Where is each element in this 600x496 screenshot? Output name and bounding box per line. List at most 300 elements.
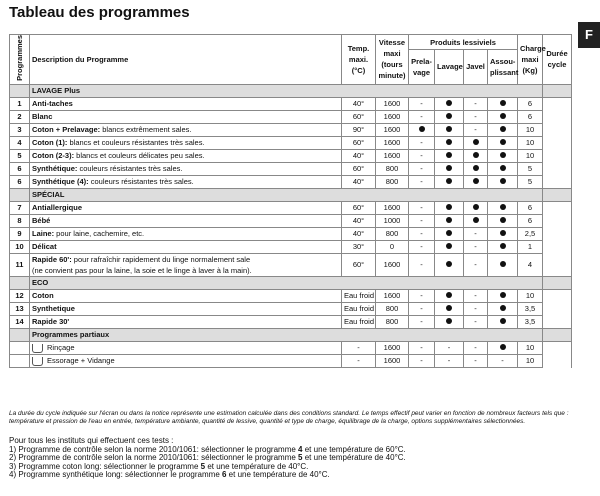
programme-name: Coton + Prelavage: xyxy=(32,125,101,135)
speed-value: 1600 xyxy=(376,201,409,214)
programme-description xyxy=(30,162,342,175)
programme-number: 3 xyxy=(10,123,30,136)
language-tab: F xyxy=(578,22,600,48)
assouplissant-cell xyxy=(488,201,518,214)
lavage-cell xyxy=(435,110,464,123)
lavage-cell xyxy=(435,97,464,110)
speed-value: 1000 xyxy=(376,214,409,227)
temp-value: Eau froid xyxy=(342,315,376,328)
dot-icon xyxy=(446,230,452,236)
assouplissant-cell xyxy=(488,341,518,354)
prelavage-cell-value: - xyxy=(420,138,423,148)
programme-detail: blancs et couleurs délicates peu sales. xyxy=(74,151,205,161)
assouplissant-cell xyxy=(488,162,518,175)
temp-value: 60° xyxy=(342,136,376,149)
prelavage-cell xyxy=(409,253,435,276)
table-row xyxy=(10,149,572,162)
programme-name: Blanc xyxy=(32,112,53,122)
javel-cell xyxy=(464,227,488,240)
speed-value: 0 xyxy=(376,240,409,253)
javel-cell xyxy=(464,240,488,253)
programme-number: 8 xyxy=(10,214,30,227)
assouplissant-cell xyxy=(488,149,518,162)
prelavage-cell xyxy=(409,149,435,162)
charge-value: 6 xyxy=(518,97,543,110)
programme-ref: 5 xyxy=(200,461,206,471)
javel-cell-value: - xyxy=(474,125,477,135)
section-spacer xyxy=(543,84,572,97)
temp-value: 30° xyxy=(342,240,376,253)
javel-cell-value: - xyxy=(474,317,477,327)
programme-name: Délicat xyxy=(32,242,57,252)
test-text: 3) Programme coton long: sélectionner le programme xyxy=(9,461,201,471)
programme-name: Coton (2-3): xyxy=(32,151,75,161)
lavage-cell xyxy=(435,136,464,149)
speed-value: 800 xyxy=(376,302,409,315)
section-name: ECO xyxy=(30,276,543,289)
header-description: Description du Programme xyxy=(30,35,342,85)
javel-cell xyxy=(464,354,488,367)
prelavage-cell xyxy=(409,240,435,253)
speed-value: 1600 xyxy=(376,289,409,302)
table-row xyxy=(10,253,572,276)
prelavage-cell-value: - xyxy=(420,151,423,161)
javel-cell-value: - xyxy=(474,99,477,109)
javel-cell xyxy=(464,149,488,162)
cycle-duration-footnote: La durée du cycle indiquée sur l'écran ou dans la notice représente une estimation calculée dans des conditions standard. Le temps effectif peut varier en fonction de nombreux facteurs tels que : température et pression de l'eau en entrée, température ambiante, quantité de lessive, quantité et type de charge, équilibrage de la charge, options supplémentaires sélectionnées. xyxy=(9,410,569,425)
javel-cell xyxy=(464,253,488,276)
charge-value: 10 xyxy=(518,289,543,302)
charge-value: 1 xyxy=(518,240,543,253)
assouplissant-cell xyxy=(488,302,518,315)
table-row xyxy=(10,302,572,315)
programme-name: Rapide 30' xyxy=(32,317,70,327)
header-assouplissant: Assou- plissant xyxy=(488,50,518,85)
header-lavage: Lavage xyxy=(435,50,464,85)
programme-number: 13 xyxy=(10,302,30,315)
programme-name: Synthetique xyxy=(32,304,75,314)
table-row xyxy=(10,240,572,253)
programme-detail: couleurs résistantes très sales. xyxy=(88,177,194,187)
section-spacer xyxy=(10,328,30,341)
dot-icon xyxy=(446,261,452,267)
test-lines xyxy=(9,446,589,480)
test-instructions xyxy=(9,437,589,480)
table-row xyxy=(10,354,572,367)
prelavage-cell-value: - xyxy=(420,216,423,226)
dot-icon xyxy=(500,165,506,171)
programme-number: 4 xyxy=(10,136,30,149)
assouplissant-cell xyxy=(488,214,518,227)
dot-icon xyxy=(500,204,506,210)
section-name: LAVAGE Plus xyxy=(30,84,543,97)
speed-value: 1600 xyxy=(376,341,409,354)
dot-icon xyxy=(446,318,452,324)
dot-icon xyxy=(446,217,452,223)
table-row xyxy=(10,110,572,123)
dot-icon xyxy=(446,139,452,145)
prelavage-cell xyxy=(409,214,435,227)
programme-number: 5 xyxy=(10,149,30,162)
speed-value: 800 xyxy=(376,162,409,175)
temp-value: 40° xyxy=(342,149,376,162)
prelavage-cell-value: - xyxy=(420,242,423,252)
dot-icon xyxy=(500,100,506,106)
programme-number: 14 xyxy=(10,315,30,328)
dot-icon xyxy=(500,217,506,223)
header-vitesse: Vitesse maxi (tours minute) xyxy=(376,35,409,85)
test-text: et une température de 40°C. xyxy=(205,461,309,471)
temp-value: 60° xyxy=(342,253,376,276)
prelavage-cell-value: - xyxy=(420,291,423,301)
prelavage-cell xyxy=(409,341,435,354)
dot-icon xyxy=(500,318,506,324)
charge-value: 6 xyxy=(518,214,543,227)
dot-icon xyxy=(500,113,506,119)
programme-description xyxy=(30,302,342,315)
programme-description xyxy=(30,240,342,253)
dot-icon xyxy=(473,152,479,158)
javel-cell-value: - xyxy=(474,229,477,239)
assouplissant-cell xyxy=(488,97,518,110)
header-temp: Temp. maxi. (°C) xyxy=(342,35,376,85)
javel-cell xyxy=(464,175,488,188)
programme-name: Bébé xyxy=(32,216,51,226)
header-programmes: Programmes xyxy=(10,35,30,85)
speed-value: 1600 xyxy=(376,123,409,136)
test-text: 4) Programme synthétique long: sélectionner le programme xyxy=(9,470,222,480)
assouplissant-cell xyxy=(488,136,518,149)
assouplissant-cell xyxy=(488,110,518,123)
programme-number xyxy=(10,341,30,354)
section-name: SPÉCIAL xyxy=(30,188,543,201)
speed-value: 800 xyxy=(376,227,409,240)
programme-name: Antiallergique xyxy=(32,203,83,213)
dot-icon xyxy=(446,305,452,311)
javel-cell xyxy=(464,136,488,149)
dot-icon xyxy=(446,204,452,210)
temp-value: 40° xyxy=(342,97,376,110)
speed-value: 1600 xyxy=(376,110,409,123)
programme-description xyxy=(30,123,342,136)
lavage-cell xyxy=(435,302,464,315)
section-spacer xyxy=(543,328,572,341)
javel-cell-value: - xyxy=(474,304,477,314)
temp-value: 40° xyxy=(342,175,376,188)
section-name: Programmes partiaux xyxy=(30,328,543,341)
programme-detail: blancs extrêmement sales. xyxy=(100,125,192,135)
programme-number: 7 xyxy=(10,201,30,214)
test-line xyxy=(9,471,589,480)
dot-icon xyxy=(500,305,506,311)
section-spacer xyxy=(543,276,572,289)
programme-description xyxy=(30,136,342,149)
programme-description xyxy=(30,201,342,214)
dot-icon xyxy=(500,152,506,158)
dot-icon xyxy=(446,152,452,158)
prelavage-cell xyxy=(409,354,435,367)
lavage-cell xyxy=(435,123,464,136)
table-row xyxy=(10,214,572,227)
test-text: et une température de 60°C. xyxy=(302,444,406,454)
temp-value: - xyxy=(342,354,376,367)
charge-value: 10 xyxy=(518,354,543,367)
programme-description xyxy=(30,214,342,227)
table-row xyxy=(10,201,572,214)
javel-cell xyxy=(464,201,488,214)
programme-number: 6 xyxy=(10,175,30,188)
test-intro: Pour tous les instituts qui effectuent ces tests : xyxy=(9,436,174,445)
prelavage-cell xyxy=(409,227,435,240)
speed-value: 1600 xyxy=(376,136,409,149)
programme-detail: pour rafraîchir rapidement du linge normalement sale xyxy=(71,254,251,264)
programme-table xyxy=(9,34,572,368)
prelavage-cell-value: - xyxy=(420,112,423,122)
section-row xyxy=(10,328,572,341)
header-javel: Javel xyxy=(464,50,488,85)
dot-icon xyxy=(419,126,425,132)
lavage-cell xyxy=(435,354,464,367)
programme-description xyxy=(30,289,342,302)
programme-detail: couleurs résistantes très sales. xyxy=(77,164,183,174)
prelavage-cell-value: - xyxy=(420,356,423,366)
prelavage-cell xyxy=(409,136,435,149)
lavage-cell-value: - xyxy=(447,356,451,366)
table-row xyxy=(10,123,572,136)
speed-value: 1600 xyxy=(376,253,409,276)
javel-cell xyxy=(464,162,488,175)
javel-cell xyxy=(464,123,488,136)
prelavage-cell xyxy=(409,123,435,136)
programme-description xyxy=(30,253,342,276)
javel-cell-value: - xyxy=(474,112,477,122)
assouplissant-cell xyxy=(488,240,518,253)
assouplissant-cell xyxy=(488,354,518,367)
programme-description xyxy=(30,97,342,110)
lavage-cell xyxy=(435,289,464,302)
speed-value: 1600 xyxy=(376,149,409,162)
dot-icon xyxy=(500,292,506,298)
dot-icon xyxy=(446,165,452,171)
javel-cell xyxy=(464,97,488,110)
programme-description xyxy=(30,175,342,188)
charge-value: 3,5 xyxy=(518,302,543,315)
programme-detail: Rinçage xyxy=(47,343,75,353)
lavage-cell xyxy=(435,175,464,188)
programme-description xyxy=(30,149,342,162)
prelavage-cell xyxy=(409,162,435,175)
programme-description xyxy=(30,110,342,123)
programme-number: 2 xyxy=(10,110,30,123)
lavage-cell xyxy=(435,214,464,227)
programme-ref: 6 xyxy=(222,470,227,480)
dot-icon xyxy=(500,178,506,184)
charge-value: 3,5 xyxy=(518,315,543,328)
programme-description xyxy=(30,341,342,354)
temp-value: 60° xyxy=(342,201,376,214)
charge-value: 2,5 xyxy=(518,227,543,240)
dot-icon xyxy=(500,126,506,132)
charge-value: 6 xyxy=(518,201,543,214)
prelavage-cell xyxy=(409,302,435,315)
lavage-cell xyxy=(435,201,464,214)
javel-cell xyxy=(464,341,488,354)
prelavage-cell-value: - xyxy=(420,260,423,270)
lavage-cell xyxy=(435,253,464,276)
dot-icon xyxy=(446,126,452,132)
dot-icon xyxy=(473,165,479,171)
programme-number: 1 xyxy=(10,97,30,110)
prelavage-cell xyxy=(409,201,435,214)
section-row xyxy=(10,188,572,201)
lavage-cell xyxy=(435,149,464,162)
programme-name: Anti-taches xyxy=(32,99,73,109)
programme-detail-2: (ne convient pas pour la laine, la soie et le linge à laver à la main). xyxy=(32,265,252,275)
javel-cell-value: - xyxy=(474,242,477,252)
assouplissant-cell xyxy=(488,289,518,302)
spin-drain-icon xyxy=(32,357,43,366)
programme-name: Laine: xyxy=(32,229,55,239)
programme-ref: 4 xyxy=(298,444,303,454)
dot-icon xyxy=(500,230,506,236)
javel-cell-value: - xyxy=(474,343,477,353)
temp-value: Eau froid xyxy=(342,289,376,302)
table-row xyxy=(10,175,572,188)
header-prelavage: Prela- vage xyxy=(409,50,435,85)
prelavage-cell-value: - xyxy=(420,304,423,314)
temp-value: 40° xyxy=(342,227,376,240)
javel-cell-value: - xyxy=(474,291,477,301)
section-spacer xyxy=(10,84,30,97)
programme-detail: blancs et couleurs résistantes très sales. xyxy=(67,138,205,148)
prelavage-cell-value: - xyxy=(420,99,423,109)
lavage-cell xyxy=(435,240,464,253)
dot-icon xyxy=(446,243,452,249)
javel-cell xyxy=(464,302,488,315)
dot-icon xyxy=(500,261,506,267)
rinse-icon xyxy=(32,344,43,353)
programme-name: Rapide 60': xyxy=(32,254,72,264)
prelavage-cell xyxy=(409,315,435,328)
prelavage-cell-value: - xyxy=(420,177,423,187)
speed-value: 1600 xyxy=(376,354,409,367)
assouplissant-cell xyxy=(488,227,518,240)
javel-cell xyxy=(464,110,488,123)
assouplissant-cell xyxy=(488,123,518,136)
temp-value: Eau froid xyxy=(342,302,376,315)
programme-number: 9 xyxy=(10,227,30,240)
charge-value: 10 xyxy=(518,341,543,354)
prelavage-cell-value: - xyxy=(420,343,423,353)
temp-value: - xyxy=(342,341,376,354)
javel-cell xyxy=(464,214,488,227)
programme-name: Coton (1): xyxy=(32,138,68,148)
programme-description xyxy=(30,227,342,240)
prelavage-cell-value: - xyxy=(420,164,423,174)
assouplissant-cell xyxy=(488,253,518,276)
programme-description xyxy=(30,354,342,367)
programme-description xyxy=(30,315,342,328)
charge-value: 5 xyxy=(518,162,543,175)
javel-cell xyxy=(464,315,488,328)
section-spacer xyxy=(543,188,572,201)
lavage-cell xyxy=(435,341,464,354)
section-spacer xyxy=(10,188,30,201)
programme-number: 10 xyxy=(10,240,30,253)
header-charge: Charge maxi (Kg) xyxy=(518,35,543,85)
dot-icon xyxy=(446,292,452,298)
table-row xyxy=(10,97,572,110)
programme-name: Synthétique: xyxy=(32,164,78,174)
test-text: 2) Programme de contrôle selon la norme 2010/1061: sélectionner le programme xyxy=(9,453,299,463)
table-row xyxy=(10,315,572,328)
programme-detail: Essorage + Vidange xyxy=(47,356,115,366)
prelavage-cell-value: - xyxy=(420,229,423,239)
dot-icon xyxy=(500,139,506,145)
dot-icon xyxy=(446,113,452,119)
header-produits: Produits lessiviels xyxy=(409,35,518,50)
test-text: 1) Programme de contrôle selon la norme 2010/1061: sélectionner le programme xyxy=(9,444,299,454)
programme-number: 6 xyxy=(10,162,30,175)
charge-value: 10 xyxy=(518,123,543,136)
section-row xyxy=(10,276,572,289)
speed-value: 800 xyxy=(376,315,409,328)
javel-cell-value: - xyxy=(474,356,477,366)
temp-value: 90° xyxy=(342,123,376,136)
section-row xyxy=(10,84,572,97)
programme-name: Coton xyxy=(32,291,54,301)
prelavage-cell-value: - xyxy=(420,317,423,327)
table-row xyxy=(10,162,572,175)
section-spacer xyxy=(10,276,30,289)
charge-value: 4 xyxy=(518,253,543,276)
lavage-cell xyxy=(435,227,464,240)
programme-number: 12 xyxy=(10,289,30,302)
temp-value: 60° xyxy=(342,110,376,123)
prelavage-cell-value: - xyxy=(420,203,423,213)
programme-number: 11 xyxy=(10,253,30,276)
assouplissant-cell xyxy=(488,315,518,328)
dot-icon xyxy=(500,243,506,249)
test-text: et une température de 40°C. xyxy=(226,470,330,480)
prelavage-cell xyxy=(409,110,435,123)
dot-icon xyxy=(500,344,506,350)
test-text: et une température de 40°C. xyxy=(302,453,406,463)
speed-value: 1600 xyxy=(376,97,409,110)
javel-cell-value: - xyxy=(474,260,477,270)
speed-value: 800 xyxy=(376,175,409,188)
charge-value: 10 xyxy=(518,136,543,149)
dot-icon xyxy=(473,139,479,145)
temp-value: 60° xyxy=(342,162,376,175)
prelavage-cell xyxy=(409,97,435,110)
table-row xyxy=(10,136,572,149)
lavage-cell xyxy=(435,315,464,328)
programme-number xyxy=(10,354,30,367)
dot-icon xyxy=(473,204,479,210)
table-row xyxy=(10,227,572,240)
lavage-cell xyxy=(435,162,464,175)
dot-icon xyxy=(473,178,479,184)
charge-value: 6 xyxy=(518,110,543,123)
table-row xyxy=(10,341,572,354)
prelavage-cell xyxy=(409,175,435,188)
programme-ref: 5 xyxy=(298,453,303,463)
charge-value: 5 xyxy=(518,175,543,188)
lavage-cell-value: - xyxy=(447,343,451,353)
temp-value: 40° xyxy=(342,214,376,227)
dot-icon xyxy=(446,178,452,184)
